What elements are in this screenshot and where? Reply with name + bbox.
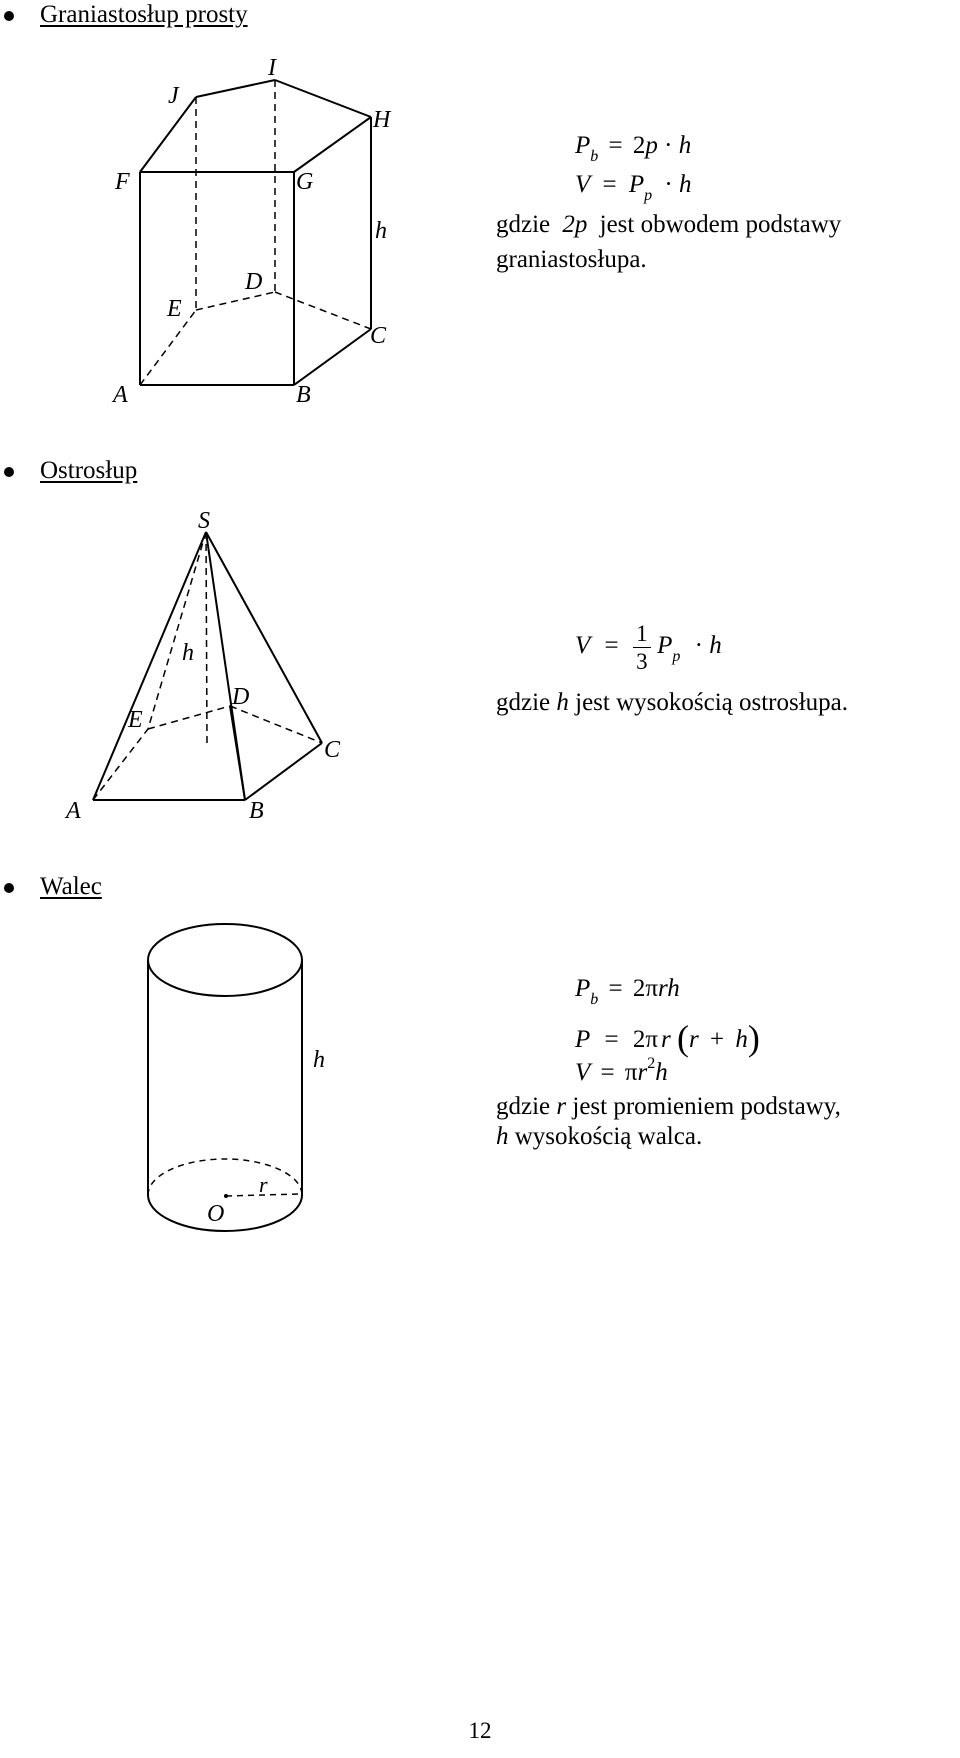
cylinder-formula-p: P = 2π r (r + h) [575, 1018, 760, 1058]
cylinder-figure [0, 915, 400, 1245]
bullet-cylinder [4, 883, 14, 893]
pyramid-label-A: A [66, 798, 81, 824]
prism-description-line1: gdzie 2p jest obwodem podstawy [496, 211, 842, 238]
page-number: 12 [468, 1718, 492, 1743]
pyramid-label-E: E [128, 707, 143, 733]
heading-prism: Graniastosłup prosty [40, 1, 248, 28]
pyramid-label-C: C [324, 737, 341, 763]
cylinder-label-h: h [313, 1047, 325, 1073]
prism-label-G: G [296, 169, 314, 195]
pyramid-description: gdzie h jest wysokością ostrosłupa. [496, 689, 849, 716]
prism-label-F: F [115, 169, 130, 195]
cylinder-description-line2: h wysokością walca. [496, 1123, 703, 1150]
prism-label-H: H [373, 107, 391, 133]
prism-figure [0, 50, 460, 470]
prism-formula-pb: $P_b = 2p \cdot h$ [575, 132, 692, 165]
prism-label-B: B [296, 382, 311, 408]
prism-label-I: I [268, 55, 276, 81]
bullet-pyramid [4, 467, 14, 477]
pyramid-fraction: $\frac{1}{3}$ [633, 622, 651, 673]
pyramid-label-h: h [182, 640, 194, 666]
cylinder-label-O: O [207, 1201, 225, 1227]
cylinder-label-r: r [259, 1172, 268, 1197]
prism-label-E: E [167, 296, 182, 322]
heading-cylinder: Walec [40, 873, 102, 900]
cylinder-formula-v: $V = \pi r^2h$ [575, 1055, 668, 1086]
prism-label-J: J [168, 83, 179, 109]
bullet-prism [4, 11, 14, 21]
cylinder-description-line1: gdzie r jest promieniem podstawy, [496, 1093, 841, 1120]
prism-label-h: h [375, 218, 387, 244]
pyramid-formula-v: V = $\frac{1}{3}$ $P_p \cdot h$ [575, 621, 722, 674]
prism-label-A: A [113, 382, 128, 408]
cylinder-formula-pb: $P_b = 2\pi rh$ [575, 975, 680, 1008]
pyramid-label-B: B [249, 798, 264, 824]
prism-description-line2: graniastosłupa. [496, 246, 647, 273]
pyramid-figure [0, 505, 400, 845]
prism-label-C: C [370, 323, 387, 349]
prism-formula-v: $V = P_p \cdot h$ [575, 171, 692, 204]
pyramid-label-D: D [232, 684, 250, 710]
heading-pyramid: Ostrosłup [40, 457, 138, 484]
prism-label-D: D [245, 269, 263, 295]
pyramid-label-S: S [198, 508, 210, 534]
